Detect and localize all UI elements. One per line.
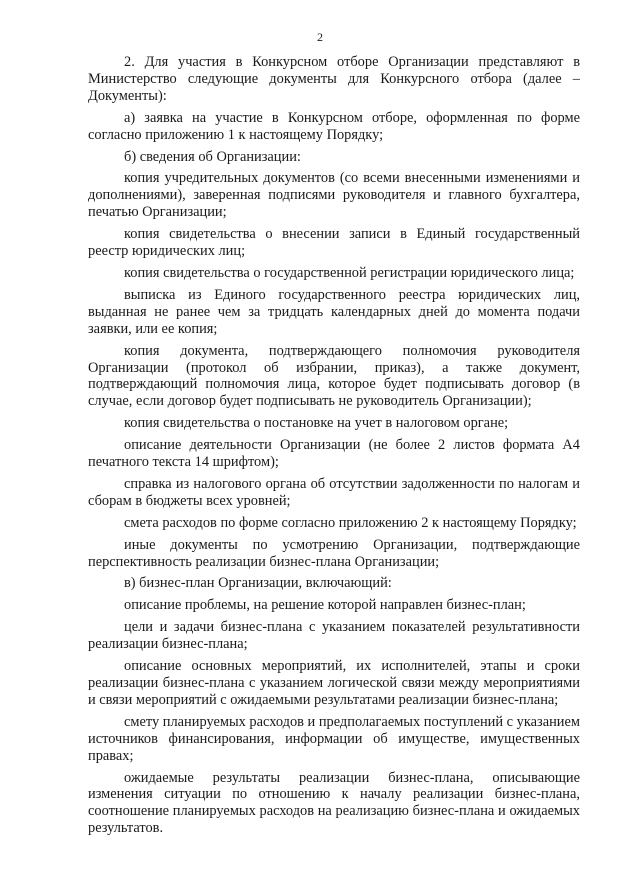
paragraph: 2. Для участия в Конкурсном отборе Организации представляют в Министерство следующие документы для Конкурсного отбора (далее – Документы):	[88, 54, 580, 104]
paragraph: выписка из Единого государственного реестра юридических лиц, выданная не ранее чем за тридцать календарных дней до момента подачи заявки, или ее копия;	[88, 286, 580, 337]
paragraph: иные документы по усмотрению Организации, подтверждающие перспективность реализации бизнес-плана Организации;	[88, 536, 580, 570]
document-body	[88, 54, 580, 837]
paragraph: копия учредительных документов (со всеми внесенными изменениями и дополнениями), заверенная подписями руководителя и главного бухгалтера, печатью Организации;	[88, 170, 580, 221]
paragraph: а) заявка на участие в Конкурсном отборе, оформленная по форме согласно приложению 1 к настоящему Порядку;	[88, 109, 580, 143]
paragraph: описание основных мероприятий, их исполнителей, этапы и сроки реализации бизнес-плана с указанием логической связи между мероприятиями и связи мероприятий с ожидаемыми результатами реализации бизнес-плана;	[88, 658, 580, 708]
paragraph: смету планируемых расходов и предполагаемых поступлений с указанием источников финансирования, информации об имуществе, имущественных правах;	[88, 713, 580, 764]
paragraph: справка из налогового органа об отсутствии задолженности по налогам и сборам в бюджеты всех уровней;	[88, 475, 580, 509]
paragraph: копия свидетельства о государственной регистрации юридического лица;	[124, 264, 575, 281]
paragraph: копия документа, подтверждающего полномочия руководителя Организации (протокол об избрании, приказ), а также документ, подтверждающий полномочия лица, которое будет подписывать договор (в случае, если договор будет подписывать не руководитель Организации);	[88, 342, 580, 410]
paragraph: копия свидетельства о постановке на учет в налоговом органе;	[124, 415, 509, 432]
paragraph: в) бизнес-план Организации, включающий:	[124, 575, 392, 592]
paragraph: смета расходов по форме согласно приложению 2 к настоящему Порядку;	[124, 514, 577, 531]
paragraph: ожидаемые результаты реализации бизнес-плана, описывающие изменения ситуации по отношению к началу реализации бизнес-плана, соотношение планируемых расходов на реализацию бизнес-плана и ожидаемых результатов.	[88, 769, 580, 837]
paragraph: описание проблемы, на решение которой направлен бизнес-план;	[124, 597, 526, 614]
page-number: 2	[317, 30, 323, 44]
paragraph: б) сведения об Организации:	[124, 148, 301, 165]
paragraph: цели и задачи бизнес-плана с указанием показателей результативности реализации бизнес-плана;	[88, 619, 580, 653]
paragraph: описание деятельности Организации (не более 2 листов формата А4 печатного текста 14 шрифтом);	[88, 437, 580, 471]
paragraph: копия свидетельства о внесении записи в Единый государственный реестр юридических лиц;	[88, 226, 580, 260]
